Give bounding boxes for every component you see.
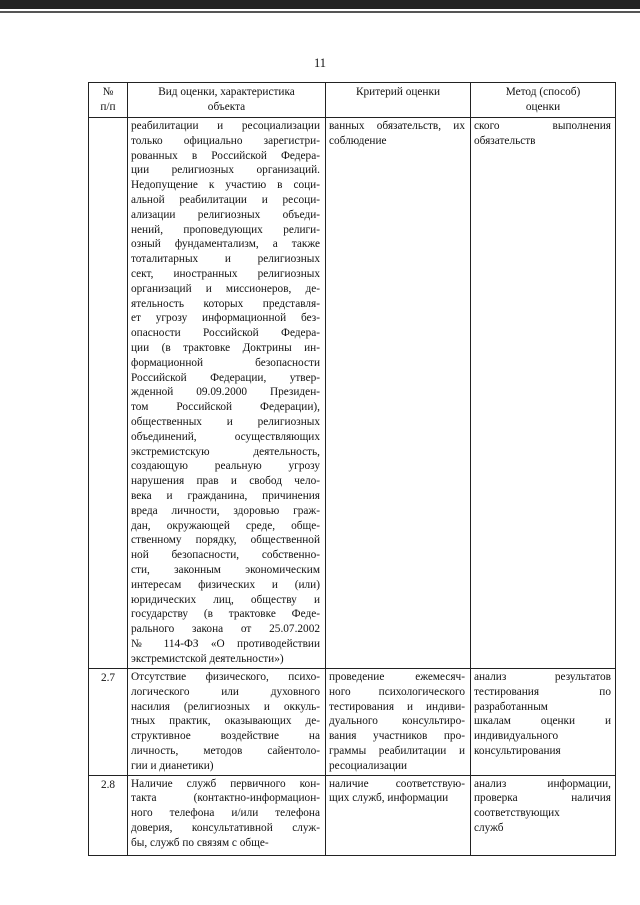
criterion-text-line: ванных обязательств, их (329, 120, 465, 132)
method-text-line: анализ результатов (474, 671, 611, 683)
criterion-text-line: тестирования и индиви- (329, 700, 465, 713)
object-text-line: бы, служб по связям с обще- (131, 836, 269, 849)
table-row (89, 775, 616, 855)
object-text-line: дан, окружающей среде, обще- (131, 519, 320, 532)
object-text-line: опасности Российской Федера- (131, 327, 320, 340)
header-method-line: оценки (525, 100, 561, 113)
top-border-rule (0, 0, 640, 9)
header-object-line: Вид оценки, характеристика (158, 86, 295, 98)
object-text-line: сти, законным экономическим (131, 563, 320, 576)
row-number-cell: 2.8 (89, 775, 128, 855)
table-header-row (89, 83, 616, 118)
header-method (471, 83, 616, 118)
object-text-line: ной безопасности, собственно- (131, 549, 320, 562)
header-num (89, 83, 128, 118)
object-text-line: Недопущение к участию в соци- (131, 179, 320, 192)
method-cell (471, 775, 616, 855)
object-text-line: Российской Федерации, утвер- (131, 371, 320, 384)
method-text-line: шкалам оценки и (474, 715, 611, 728)
object-text-line: доверия, консультативной служ- (131, 821, 320, 834)
object-text-line: такта (контактно-информацион- (131, 792, 320, 805)
criterion-text-line: ного психологического (329, 685, 465, 698)
object-text-line: ет угрозу информационной без- (131, 312, 320, 325)
object-text-line: Отсутствие физического, психо- (131, 671, 320, 683)
object-text-line: объединений, осуществляющих (131, 430, 320, 443)
criterion-text-line: дуального консультиро- (329, 715, 465, 728)
object-text-line: государству (в трактовке Феде- (131, 608, 320, 621)
criterion-text-line: щих служб, информации (329, 792, 449, 805)
method-cell (471, 118, 616, 669)
criterion-text-line: ресоциализации (329, 759, 408, 772)
header-criterion-line: Критерий оценки (355, 86, 441, 98)
object-text-line: логического или духовного (131, 685, 320, 698)
object-text-line: создающую реальную угрозу (131, 460, 320, 473)
row-number-cell (89, 118, 128, 669)
header-num-line: п/п (100, 100, 116, 113)
object-cell (128, 118, 326, 669)
object-text-line: ализации религиозных объеди- (131, 208, 320, 221)
method-text-line: тестирования по (474, 685, 611, 698)
object-text-line: сект, иностранных религиозных (131, 267, 320, 280)
table-row (89, 118, 616, 669)
header-object-line: объекта (207, 100, 246, 113)
method-text-line: обязательств (474, 134, 536, 147)
assessment-table (88, 82, 616, 856)
object-text-line: экстремистскую деятельность, (131, 445, 320, 458)
object-text-line: тоталитарных и религиозных (131, 253, 320, 266)
header-object (128, 83, 326, 118)
top-border-rule-thin (0, 11, 640, 13)
object-text-line: нарушения прав и свобод чело- (131, 475, 320, 488)
criterion-cell (326, 775, 471, 855)
object-text-line: формационной безопасности (131, 356, 320, 369)
object-text-line: структивное воздействие на (131, 730, 320, 743)
row-number-cell: 2.7 (89, 669, 128, 776)
object-text-line: юридических лиц, обществу и (131, 593, 320, 606)
object-text-line: общественных и религиозных (131, 415, 320, 428)
header-criterion (326, 83, 471, 118)
object-text-line: ного телефона и/или телефона (131, 807, 320, 820)
method-text-line: консультирования (474, 744, 561, 757)
criterion-cell (326, 118, 471, 669)
criterion-text-line: вания участников про- (329, 730, 465, 743)
method-text-line: проверка наличия (474, 792, 611, 805)
page-number: 11 (313, 56, 327, 70)
object-text-line: Наличие служб первичного кон- (131, 777, 320, 790)
object-text-line: ции (в трактовке Доктрины ин- (131, 341, 320, 354)
object-text-line: тных практик, оказывающих де- (131, 715, 320, 728)
method-text-line: соответствующих (474, 807, 560, 820)
object-text-line: только официально зарегистри- (131, 134, 320, 147)
object-text-line: организаций и миссионеров, де- (131, 282, 320, 295)
table-row (89, 669, 616, 776)
criterion-text-line: граммы реабилитации и (329, 744, 465, 757)
header-method-line: Метод (способ) (505, 86, 581, 98)
object-text-line: ственному порядку, общественной (131, 534, 320, 547)
criterion-text-line: проведение ежемесяч- (329, 671, 465, 683)
object-text-line: рованных в Российской Федера- (131, 149, 320, 162)
method-text-line: анализ информации, (474, 777, 611, 790)
header-num-line: № (102, 86, 114, 98)
object-text-line: интересам физических и (или) (131, 578, 320, 591)
object-cell (128, 775, 326, 855)
object-text-line: ции религиозных организаций. (131, 164, 320, 177)
method-cell (471, 669, 616, 776)
object-text-line: экстремистской деятельности») (131, 652, 284, 665)
criterion-text-line: наличие соответствую- (329, 777, 465, 790)
object-text-line: альной реабилитации и ресоци- (131, 193, 320, 206)
object-text-line: том Российской Федерации), (131, 401, 320, 414)
criterion-cell (326, 669, 471, 776)
object-text-line: века и гражданина, причинения (131, 489, 320, 502)
object-text-line: жденной 09.09.2000 Президен- (131, 386, 320, 399)
object-cell (128, 669, 326, 776)
method-text-line: служб (474, 821, 504, 834)
object-text-line: гии и дианетики) (131, 759, 214, 772)
object-text-line: нений, проповедующих религи- (131, 223, 320, 236)
method-text-line: индивидуального (474, 730, 559, 743)
object-text-line: № 114-ФЗ «О противодействии (131, 637, 320, 650)
criterion-text-line: соблюдение (329, 134, 387, 147)
object-text-line: насилия (религиозных и оккуль- (131, 700, 320, 713)
method-text-line: ского выполнения (474, 120, 611, 132)
object-text-line: рального закона от 25.07.2002 (131, 623, 320, 636)
object-text-line: реабилитации и ресоциализации (131, 120, 320, 132)
object-text-line: озный фундаментализм, а также (131, 238, 320, 251)
object-text-line: личность, методов сайентоло- (131, 744, 320, 757)
method-text-line: разработанным (474, 700, 548, 713)
object-text-line: вреда личности, здоровью граж- (131, 504, 320, 517)
object-text-line: ятельность которых представля- (131, 297, 320, 310)
